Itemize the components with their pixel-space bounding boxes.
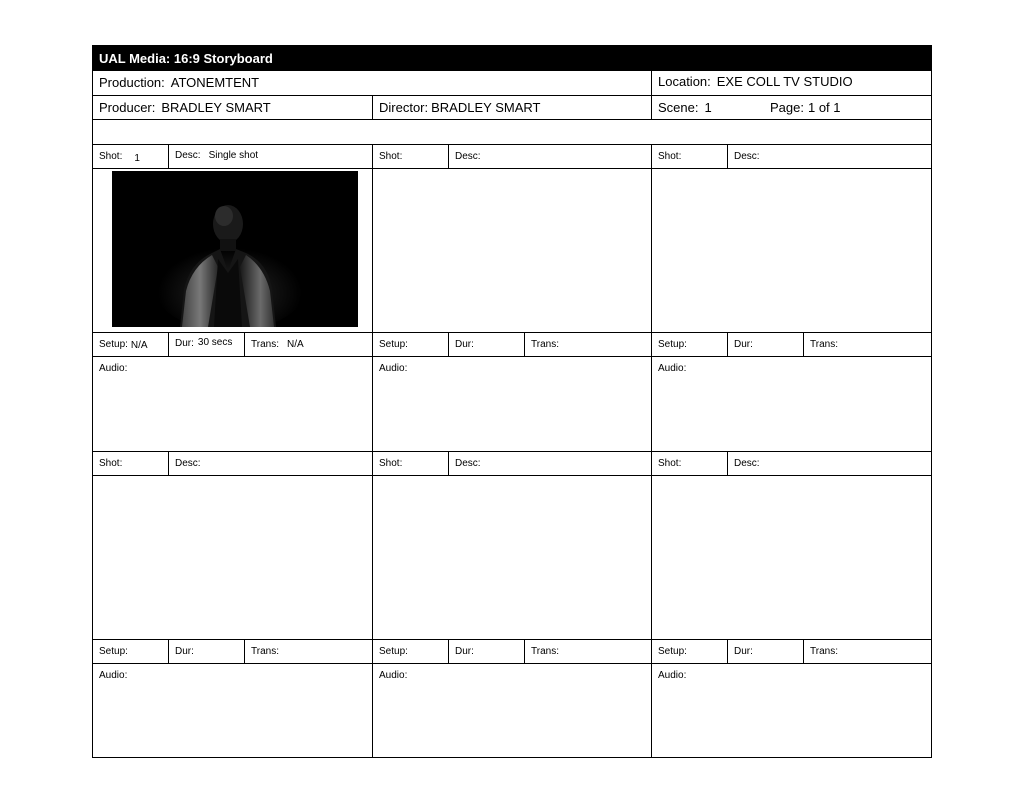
divider	[727, 144, 728, 169]
divider	[372, 96, 373, 120]
divider	[93, 168, 931, 169]
panel-6-shot: Shot:	[658, 458, 682, 469]
panel-1-trans: Trans: N/A	[251, 339, 304, 350]
panel-4-setup: Setup:	[99, 646, 128, 657]
panel-1-shot-value: 1	[134, 153, 140, 164]
divider	[651, 71, 652, 120]
divider	[524, 332, 525, 357]
divider	[93, 332, 931, 333]
divider	[727, 332, 728, 357]
panel-3-setup: Setup:	[658, 339, 687, 350]
panel-6-setup: Setup:	[658, 646, 687, 657]
divider	[93, 451, 931, 452]
page-value: 1 of 1	[807, 100, 841, 115]
scene-value: 1	[704, 100, 712, 115]
panel-3-desc: Desc:	[734, 151, 760, 162]
scene-label: Scene:	[658, 100, 699, 115]
panel-3-audio: Audio:	[658, 363, 687, 374]
divider	[803, 639, 804, 664]
page-field	[770, 100, 841, 115]
panel-2-desc: Desc:	[455, 151, 481, 162]
panel-4-desc: Desc:	[175, 458, 201, 469]
production-value: ATONEMTENT	[170, 75, 260, 90]
divider	[168, 451, 169, 476]
production-field	[99, 75, 259, 90]
panel-5-audio: Audio:	[379, 670, 408, 681]
panel-1-setup: Setup: N/A	[99, 339, 148, 351]
panel-1-trans-value: N/A	[286, 339, 304, 350]
figure-silhouette-image	[112, 171, 358, 327]
panel-2-dur: Dur:	[455, 339, 474, 350]
divider	[93, 95, 931, 96]
panel-5-shot: Shot:	[379, 458, 403, 469]
divider	[168, 639, 169, 664]
panel-1-shot: Shot: 1	[99, 151, 140, 164]
divider	[93, 475, 931, 476]
divider	[93, 119, 931, 120]
divider	[93, 144, 931, 145]
column-divider	[651, 144, 652, 758]
panel-2-trans: Trans:	[531, 339, 559, 350]
producer-field	[99, 100, 271, 115]
panel-1-audio: Audio:	[99, 363, 128, 374]
panel-6-desc: Desc:	[734, 458, 760, 469]
panel-4-audio: Audio:	[99, 670, 128, 681]
divider	[448, 144, 449, 169]
panel-5-desc: Desc:	[455, 458, 481, 469]
panel-6-trans: Trans:	[810, 646, 838, 657]
panel-4-dur: Dur:	[175, 646, 194, 657]
divider	[448, 451, 449, 476]
producer-label: Producer:	[99, 100, 156, 115]
divider	[244, 639, 245, 664]
page-label: Page:	[770, 100, 804, 115]
panel-5-trans: Trans:	[531, 646, 559, 657]
column-divider	[372, 144, 373, 758]
divider	[448, 332, 449, 357]
panel-5-setup: Setup:	[379, 646, 408, 657]
panel-4-shot: Shot:	[99, 458, 123, 469]
panel-6-dur: Dur:	[734, 646, 753, 657]
director-field	[379, 100, 540, 115]
storyboard-title: UAL Media: 16:9 Storyboard	[93, 46, 931, 71]
location-field	[658, 74, 853, 89]
location-value: EXE COLL TV STUDIO	[716, 74, 853, 89]
panel-1-dur: Dur: 30 secs	[175, 337, 233, 349]
divider	[727, 639, 728, 664]
divider	[168, 332, 169, 357]
divider	[93, 356, 931, 357]
panel-2-setup: Setup:	[379, 339, 408, 350]
panel-1-desc: Desc: Single shot	[175, 150, 259, 161]
panel-5-dur: Dur:	[455, 646, 474, 657]
panel-1-frame-image	[112, 171, 358, 327]
panel-1-desc-value: Single shot	[208, 150, 259, 161]
scene-field	[658, 100, 712, 115]
divider	[93, 639, 931, 640]
storyboard-sheet	[92, 45, 932, 758]
panel-6-audio: Audio:	[658, 670, 687, 681]
divider	[448, 639, 449, 664]
panel-4-trans: Trans:	[251, 646, 279, 657]
producer-value: BRADLEY SMART	[161, 100, 271, 115]
panel-3-trans: Trans:	[810, 339, 838, 350]
location-label: Location:	[658, 74, 711, 89]
panel-3-shot: Shot:	[658, 151, 682, 162]
divider	[93, 663, 931, 664]
divider	[727, 451, 728, 476]
panel-2-audio: Audio:	[379, 363, 408, 374]
panel-2-shot: Shot:	[379, 151, 403, 162]
divider	[524, 639, 525, 664]
divider	[168, 144, 169, 169]
panel-1-setup-value: N/A	[130, 340, 148, 351]
divider	[244, 332, 245, 357]
director-label: Director:	[379, 100, 429, 115]
divider	[803, 332, 804, 357]
director-value: BRADLEY SMART	[431, 100, 541, 115]
panel-3-dur: Dur:	[734, 339, 753, 350]
panel-1-dur-value: 30 secs	[197, 337, 233, 348]
production-label: Production:	[99, 75, 165, 90]
